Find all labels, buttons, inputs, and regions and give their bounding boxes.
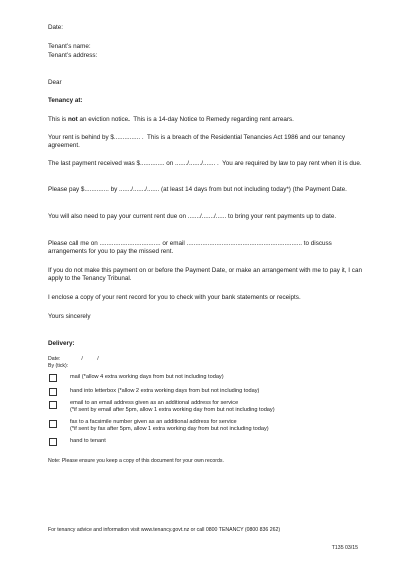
form-code: T135 03/15 bbox=[331, 545, 358, 551]
footer-advice: For tenancy advice and information visit www.tenancy.govt.nz or call 0800 TENANCY (0800 836 262) bbox=[48, 527, 281, 533]
email-option-line2: (*if sent by email after 5pm, allow 1 extra working day from but not including today) bbox=[70, 407, 275, 414]
enclose-paragraph: I enclose a copy of your rent record for you to check with your bank statements or receipts. bbox=[48, 294, 301, 301]
fax-option-line1: fax to a facsimile number given as an additional address for service bbox=[70, 419, 237, 425]
notice-dot: . bbox=[128, 116, 130, 123]
email-option-line1: email to an email address given as an additional address for service bbox=[70, 400, 239, 406]
please-pay-paragraph: Please pay $.............. by ......./......./....... (at least 14 days from but not including today*) (the Payment Date. bbox=[48, 186, 347, 193]
email-checkbox[interactable] bbox=[49, 401, 57, 409]
call-me-paragraph: Please call me on ................................... or email .................................................................. to discuss arrangements for you to pay the missed rent. bbox=[48, 240, 334, 256]
records-note: Note: Please ensure you keep a copy of this document for your own records. bbox=[48, 458, 224, 464]
mail-option bbox=[70, 374, 370, 381]
fax-option-line2: (*if sent by fax after 5pm, allow 1 extra working day from but not including today) bbox=[70, 426, 269, 433]
rent-behind-paragraph: Your rent is behind by $............... . This is a breach of the Residential Tenancies Act 1986 and our tenancy agreement. bbox=[48, 134, 347, 150]
delivery-date-separators: / / bbox=[81, 356, 99, 362]
delivery-heading bbox=[48, 340, 368, 348]
hand-to-tenant-checkbox[interactable] bbox=[49, 438, 57, 446]
notice-pre: This is bbox=[48, 116, 68, 123]
delivery-label: Delivery: bbox=[48, 340, 75, 347]
letterbox-option bbox=[70, 388, 370, 395]
mail-checkbox[interactable] bbox=[49, 374, 57, 382]
delivery-date-row bbox=[48, 356, 368, 363]
hand-to-tenant-option-text: hand to tenant bbox=[70, 438, 106, 444]
tenant-name-label: Tenant’s name: bbox=[48, 43, 91, 50]
fax-option bbox=[70, 419, 370, 433]
delivery-date-label: Date: bbox=[48, 356, 61, 362]
last-payment-paragraph: The last payment received was $.............. on ......./......./....... . You are required by law to pay rent when it is due. bbox=[48, 160, 362, 167]
salutation: Dear bbox=[48, 79, 62, 86]
tenancy-heading bbox=[48, 97, 368, 105]
notice-post: This is a 14-day Notice to Remedy regarding rent arrears. bbox=[129, 116, 294, 123]
letterbox-checkbox[interactable] bbox=[49, 388, 57, 396]
notice-not: not bbox=[67, 116, 78, 123]
notice-mid: an eviction notice bbox=[77, 116, 129, 123]
current-rent-paragraph: You will also need to pay your current rent due on ......./......./...... to bring your rent payments up to date. bbox=[48, 213, 337, 220]
tenant-address-label: Tenant’s address: bbox=[48, 52, 98, 59]
signoff: Yours sincerely bbox=[48, 313, 91, 320]
by-tick-label: By (tick): bbox=[48, 363, 69, 369]
tenancy-label: Tenancy at: bbox=[48, 97, 83, 104]
date-label: Date: bbox=[48, 24, 64, 31]
hand-to-tenant-option bbox=[70, 438, 370, 445]
mail-option-text: mail (*allow 4 extra working days from but not including today) bbox=[70, 374, 224, 380]
email-option bbox=[70, 400, 370, 414]
notice-paragraph bbox=[48, 116, 368, 124]
tribunal-paragraph: If you do not make this payment on or before the Payment Date, or make an arrangement with me to pay it, I can apply to the Tenancy Tribunal. bbox=[48, 267, 364, 283]
fax-checkbox[interactable] bbox=[49, 420, 57, 428]
letterbox-option-text: hand into letterbox (*allow 2 extra working days from but not including today) bbox=[70, 388, 260, 394]
